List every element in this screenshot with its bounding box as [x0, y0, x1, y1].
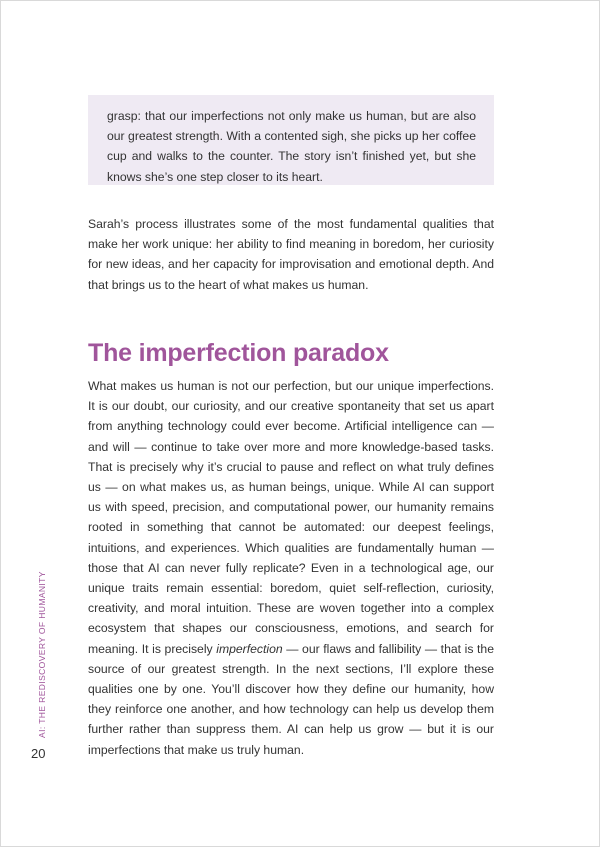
section-body-paragraph — [88, 376, 494, 760]
story-callout-box — [88, 95, 494, 185]
page-number: 20 — [31, 746, 46, 761]
body-text-before: What makes us human is not our perfection, but our unique imperfections. It is our doubt, our curiosity, and our creative spontaneity that set us apart from anything technology could ever become. Artificial intelligence can — and will — continue to take over more and more knowledge-based tasks. That is precisely why it’s crucial to pause and reflect on what truly defines us — on what makes us, as human beings, unique. While AI can support us with speed, precision, and computational power, our humanity remains rooted in something that cannot be automated: our deepest feelings, intuitions, and experiences. Which qualities are fundamentally human — those that AI can never fully replicate? Even in a technological age, our unique traits remain essential: boredom, quiet self-reflection, curiosity, creativity, and moral intuition. These are woven together into a complex ecosystem that shapes our consciousness, emotions, and search for meaning. It is precisely — [88, 379, 494, 656]
body-text-emphasis: imperfection — [216, 641, 283, 656]
callout-text: grasp: that our imperfections not only make us human, but are also our greatest strength. With a contented sigh, she picks up her coffee cup and walks to the counter. The story isn’t finished yet, but she knows she’s one step closer to its heart. — [107, 109, 476, 184]
running-title: AI: THE REDISCOVERY OF HUMANITY — [37, 571, 47, 738]
body-text-after: — our flaws and fallibility — that is the source of our greatest strength. In the next sections, I’ll explore these qualities one by one. You’ll discover how they define our humanity, how they reinforce one another, and how technology can help us develop them further rather than suppress them. AI can help us grow — but it is our imperfections that make us truly human. — [88, 641, 494, 757]
intro-paragraph: Sarah’s process illustrates some of the most fundamental qualities that make her work unique: her ability to find meaning in boredom, her curiosity for new ideas, and her capacity for improvisation and emotional depth. And that brings us to the heart of what makes us human. — [88, 217, 494, 292]
section-heading: The imperfection paradox — [88, 339, 389, 367]
